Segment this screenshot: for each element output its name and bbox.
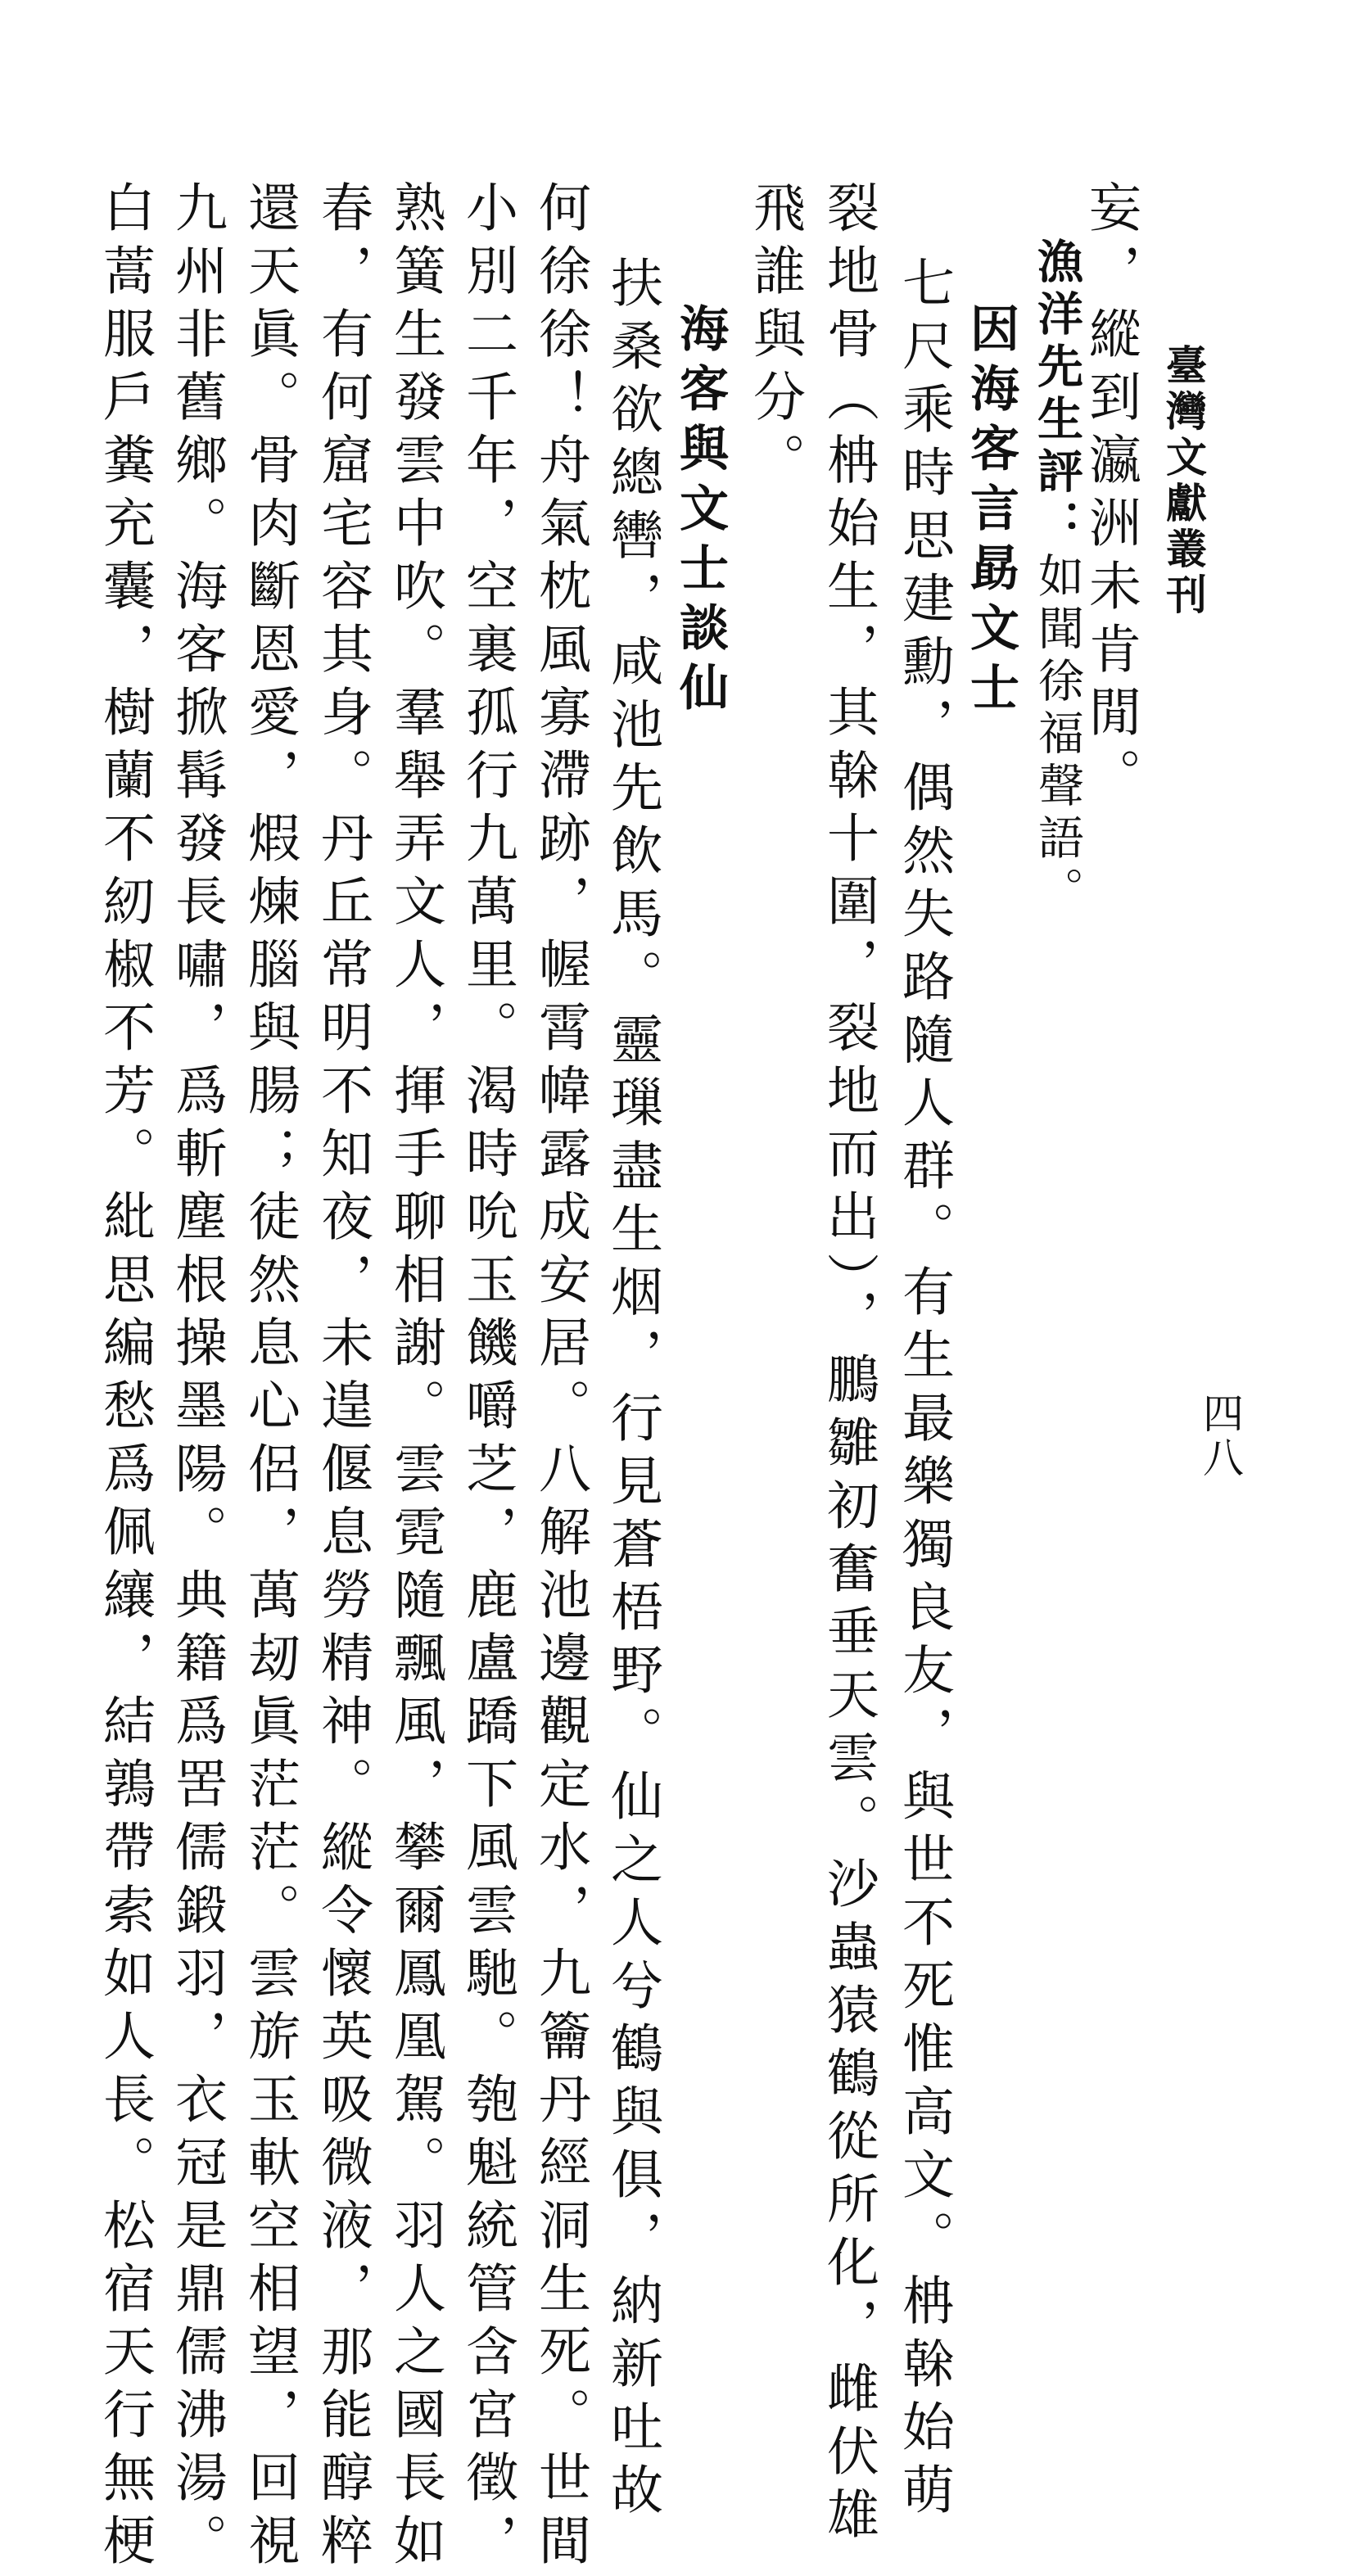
text-column-13: 還天眞。骨肉斷恩愛，煆煉腦與腸；徒然息心侶，萬刼眞茫茫。雲旂玉軑空相望，回視 — [239, 180, 300, 2576]
text-column-6: 飛誰與分。 — [744, 180, 805, 495]
running-title: 臺灣文獻叢刊 — [1159, 344, 1208, 619]
section-heading-1: 因海客言勗文士 — [962, 303, 1019, 721]
comment-column — [1030, 237, 1084, 919]
text-column-5: 裂地骨（柟始生，其榦十圍，裂地而出），鵬雛初奮垂天雲。沙蟲猿鶴從所化，雌伏雄 — [818, 180, 879, 2550]
text-column-9: 何徐徐！舟氣枕風寡滯跡，幄霄幃露成安居。八解池邊觀定水，九籥丹經洞生死。世間 — [530, 180, 590, 2576]
text-column-8: 扶桑欲總轡，咸池先飲馬。靈璅盡生烟，行見蒼梧野。仙之人兮鶴與俱，納新吐故 — [602, 255, 662, 2525]
text-column-12: 春，有何窟宅容其身。丹丘常明不知夜，未遑偃息勞精神。縱令懷英吸微液，那能醇粹 — [312, 180, 373, 2576]
text-column-1: 妄，縱到瀛洲未肯閒。 — [1080, 180, 1141, 811]
text-column-15: 白蒿服戶糞充囊，樹蘭不紉椒不芳。紕思編愁爲佩纕，結鶉帶索如人長。松宿天行無梗 — [94, 180, 155, 2576]
text-column-4: 七尺乘時思建勳，偶然失路隨人群。有生最樂獨良友，與世不死惟高文。柟榦始萌 — [893, 255, 954, 2525]
text-column-14: 九州非舊鄉。海客掀髯發長嘯，爲斬塵根操墨陽。典籍爲罟儒鍛羽，衣冠是鼎儒沸湯。 — [166, 180, 227, 2576]
comment-text: 如聞徐福聲語。 — [1031, 552, 1084, 919]
text-column-11: 熟簧生發雲中吹。羣舉弄文人，揮手聊相謝。雲霓隨飄風，攀爾鳳凰駕。羽人之國長如 — [385, 180, 445, 2576]
section-heading-2: 海客與文士談仙 — [671, 303, 729, 721]
text-column-10: 小別二千年，空裏孤行九萬里。渴時吮玉饑嚼芝，鹿盧蹻下風雲馳。匏魁統管含宮徵， — [457, 180, 518, 2576]
comment-label: 漁洋先生評： — [1030, 237, 1084, 552]
page-number: 四八 — [1196, 1392, 1244, 1480]
